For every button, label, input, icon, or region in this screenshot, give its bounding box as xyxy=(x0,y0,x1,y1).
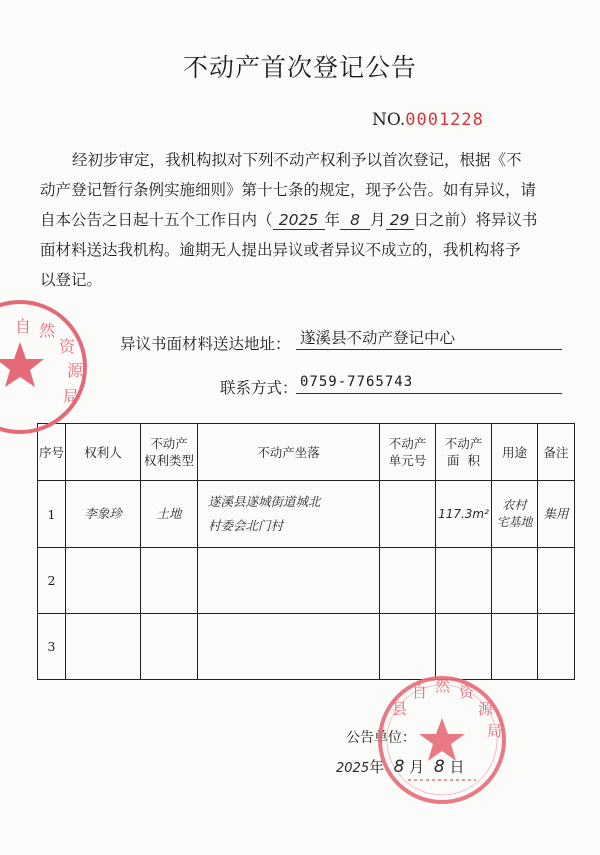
issue-date: 2025年 8 月 8 日 xyxy=(336,757,465,777)
issuer-label: 公告单位： xyxy=(346,730,416,746)
row-area: 117.3m² xyxy=(436,481,492,548)
row-seq: 2 xyxy=(38,548,66,614)
row-remark: 集用 xyxy=(538,481,575,548)
row-seq: 1 xyxy=(38,481,66,548)
row-seq: 3 xyxy=(38,614,66,680)
registration-table xyxy=(37,423,575,680)
body-line-3-end: 日之前）将异议书 xyxy=(413,211,538,229)
header-holder: 权利人 xyxy=(66,424,141,481)
row-remark xyxy=(538,614,575,680)
row-holder: 李象珍 xyxy=(66,481,141,548)
deadline-day: 29 xyxy=(386,211,414,230)
table-row xyxy=(38,548,575,614)
objection-address-label: 异议书面材料送达地址： xyxy=(120,335,291,353)
seal-text-char: 局 xyxy=(63,387,80,406)
header-right-type: 不动产 权利类型 xyxy=(141,424,198,481)
row-right-type: 土地 xyxy=(141,481,198,548)
row-right-type xyxy=(141,548,198,614)
deadline-year: 2025 xyxy=(273,211,325,230)
seal-star-icon xyxy=(0,342,44,387)
row-holder xyxy=(66,614,141,680)
seal-text-char: 源 xyxy=(478,700,494,718)
seal-text-char: 资 xyxy=(59,337,76,356)
row-location xyxy=(198,614,380,680)
issue-date-month: 8 xyxy=(393,757,405,777)
row-area xyxy=(436,548,492,614)
deadline-month-char: 月 xyxy=(370,211,386,229)
body-line-1: 经初步审定，我机构拟对下列不动产权利予以首次登记，根据《不 xyxy=(72,151,522,169)
row-holder xyxy=(66,548,141,614)
deadline-year-char: 年 xyxy=(324,211,341,229)
header-use: 用途 xyxy=(492,424,538,481)
seal-text-char: 自 xyxy=(412,683,428,701)
row-use: 农村 宅基地 xyxy=(492,481,538,548)
body-line-2: 动产登记暂行条例实施细则》第十七条的规定，现予公告。如有异议，请 xyxy=(40,181,537,199)
contact-label: 联系方式： xyxy=(220,379,298,397)
body-line-3-start: 自本公告之日起十五个工作日内（ xyxy=(40,211,273,229)
document-number-label: NO. xyxy=(372,110,406,130)
header-unit-no: 不动产 单元号 xyxy=(380,424,436,481)
objection-address-value: 遂溪县不动产登记中心 xyxy=(296,327,562,350)
seal-text-char: 自 xyxy=(15,317,32,336)
contact-value: 0759-7765743 xyxy=(296,371,562,394)
row-use xyxy=(492,548,538,614)
row-remark xyxy=(538,548,575,614)
row-location: 遂溪县遂城街道城北 村委会北门村 xyxy=(198,481,380,548)
seal-star-icon xyxy=(419,718,465,761)
body-line-3 xyxy=(40,205,538,235)
page-title: 不动产首次登记公告 xyxy=(182,53,417,82)
row-right-type xyxy=(141,614,198,680)
row-unit-no xyxy=(380,481,436,548)
seal-text-char: 源 xyxy=(67,361,84,380)
document-number xyxy=(372,110,484,130)
row-unit-no xyxy=(380,548,436,614)
deadline-month: 8 xyxy=(340,211,370,230)
header-remark: 备注 xyxy=(538,424,575,481)
seal-text-char: 资 xyxy=(459,683,475,701)
document-number-value: 0001228 xyxy=(405,110,484,130)
issue-date-day: 8 xyxy=(433,757,445,777)
seal-text-char: 县 xyxy=(392,700,408,718)
table-header-row xyxy=(38,424,575,481)
header-seq: 序号 xyxy=(38,424,66,481)
issue-date-year: 2025 xyxy=(336,761,370,776)
seal-text-char: 然 xyxy=(435,677,451,695)
seal-text-char: 然 xyxy=(39,321,56,340)
table-row xyxy=(38,481,575,548)
seal-text-char: 局 xyxy=(487,722,503,740)
header-area: 不动产 面 积 xyxy=(436,424,492,481)
official-seal-issuer xyxy=(372,670,512,810)
official-seal-left xyxy=(0,292,95,442)
header-location: 不动产坐落 xyxy=(198,424,380,481)
body-line-5: 以登记。 xyxy=(40,271,103,289)
row-location xyxy=(198,548,380,614)
body-line-4: 面材料送达我机构。逾期无人提出异议或者异议不成立的，我机构将予 xyxy=(40,241,521,259)
